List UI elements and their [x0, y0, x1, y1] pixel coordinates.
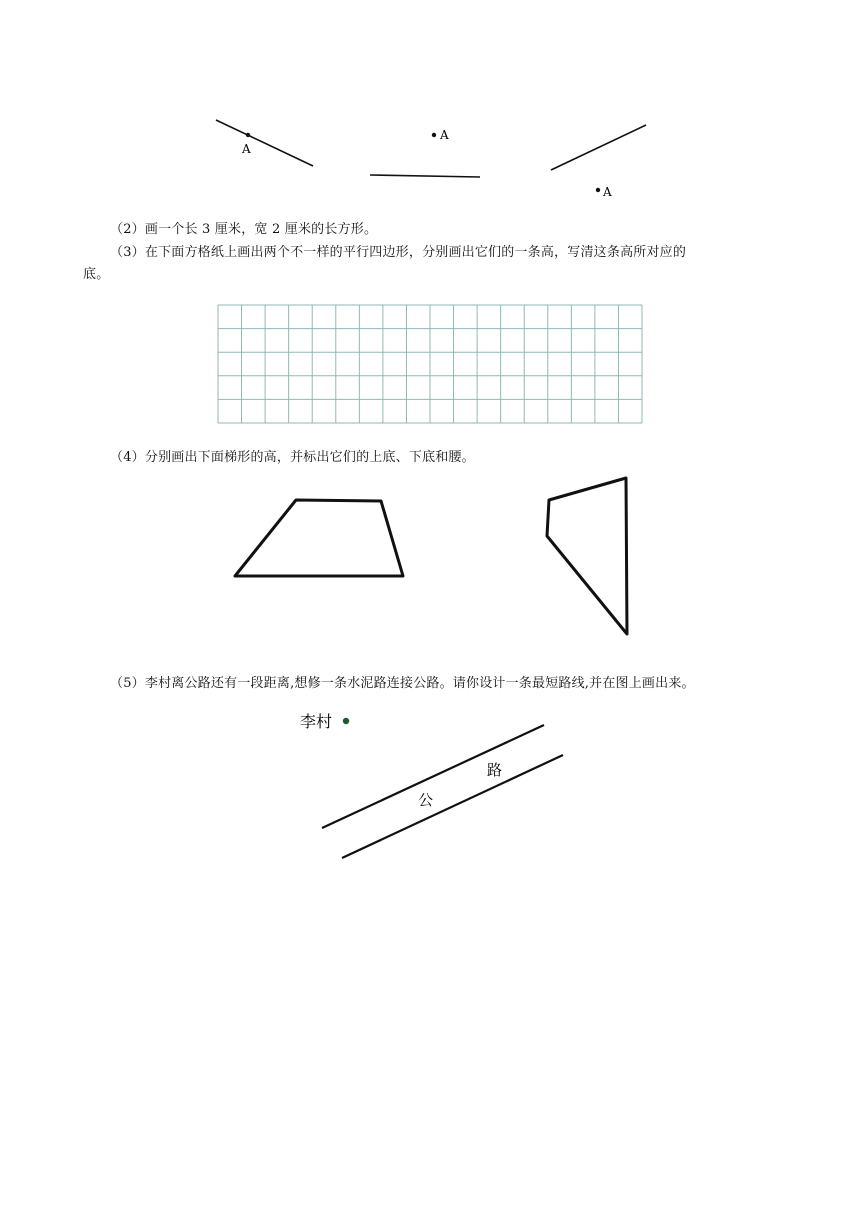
top-figures — [0, 0, 860, 210]
figure3-line — [551, 125, 646, 170]
trapezoid-figures — [0, 460, 860, 650]
village-dot — [343, 718, 349, 724]
road-label-lu: 路 — [487, 761, 503, 779]
question-2-text: （2）画一个长 3 厘米，宽 2 厘米的长方形。 — [110, 222, 378, 237]
question-4-text: （4）分别画出下面梯形的高，并标出它们的上底、下底和腰。 — [110, 450, 475, 465]
road-village-figure — [0, 700, 860, 880]
figure1-point — [246, 133, 250, 137]
village-label: 李村 — [300, 712, 333, 731]
road-edge-upper — [322, 725, 544, 828]
figure1-point-label: A — [242, 142, 251, 156]
figure2-line — [370, 175, 480, 177]
question-5-text: （5）李村离公路还有一段距离,想修一条水泥路连接公路。请你设计一条最短路线,并在图上画出来。 — [110, 676, 695, 691]
question-3-text-line1: （3）在下面方格纸上画出两个不一样的平行四边形，分别画出它们的一条高，写清这条高所对应的 — [110, 245, 687, 260]
road-label-gong: 公 — [418, 791, 434, 809]
grid-paper[interactable] — [216, 303, 646, 427]
trapezoid-left — [235, 500, 403, 576]
question-3-text-line2: 底。 — [83, 267, 110, 282]
road-edge-lower — [342, 755, 563, 858]
trapezoid-right — [547, 478, 627, 634]
figure3-point-label: A — [603, 185, 612, 199]
figure3-point — [596, 188, 600, 192]
figure2-point — [432, 133, 436, 137]
figure2-point-label: A — [440, 128, 449, 142]
figure1-line — [216, 120, 313, 166]
